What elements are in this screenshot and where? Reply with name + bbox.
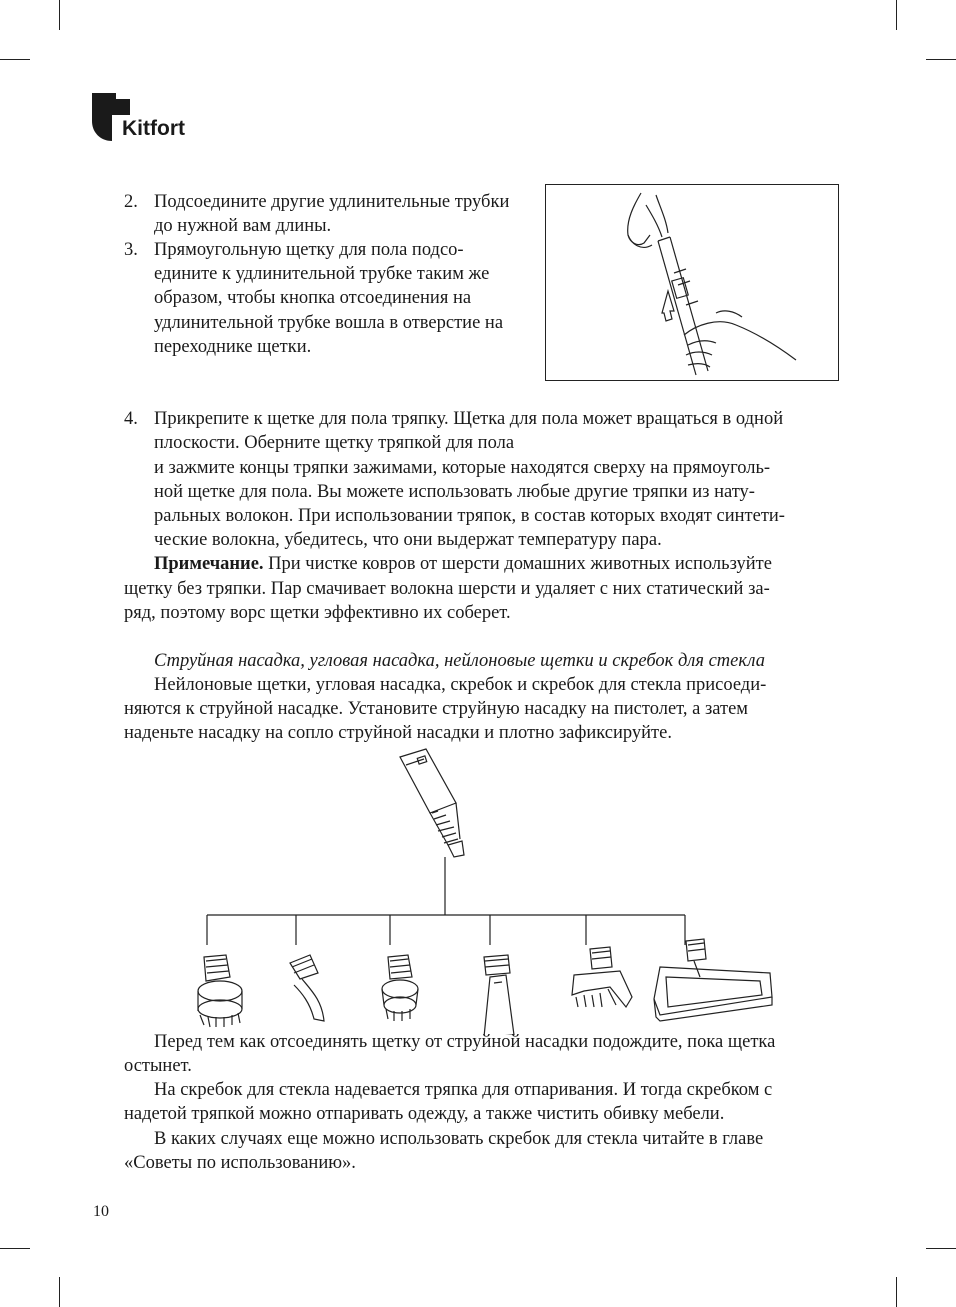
section-heading: Струйная насадка, угловая насадка, нейлоновые щетки и скребок для стекла bbox=[154, 651, 765, 671]
step-text-line: переходнике щетки. bbox=[154, 337, 312, 357]
note-text: При чистке ковров от шерсти домашних животных используйте bbox=[263, 554, 772, 574]
flat-nylon-brush-icon bbox=[572, 947, 632, 1007]
note-first-line bbox=[154, 552, 772, 576]
page-number: 10 bbox=[93, 1203, 109, 1220]
paragraph-line: В каких случаях еще можно использовать скребок для стекла читайте в главе bbox=[154, 1129, 764, 1149]
jet-nozzle-icon bbox=[400, 749, 464, 857]
crop-mark bbox=[59, 0, 60, 30]
paragraph-line: надетой тряпкой можно отпаривать одежду, а также чистить обивку мебели. bbox=[124, 1104, 725, 1124]
paragraph-line: На скребок для стекла надевается тряпка для отпаривания. И тогда скребком с bbox=[154, 1080, 773, 1100]
step-text-line: образом, чтобы кнопка отсоединения на bbox=[154, 288, 472, 308]
step-text-line: и зажмите концы тряпки зажимами, которые находятся сверху на прямоуголь- bbox=[154, 458, 771, 478]
step-number: 4. bbox=[124, 409, 138, 429]
step-text-line: Прямоугольную щетку для пола подсо- bbox=[154, 240, 464, 260]
brand-logo bbox=[92, 93, 212, 145]
section-text-line: няются к струйной насадке. Установите струйную насадку на пистолет, а затем bbox=[124, 699, 748, 719]
floor-brush-icon bbox=[654, 939, 772, 1021]
tube-attach-illustration bbox=[545, 184, 839, 381]
step-text-line: ральных волокон. При использовании тряпок, в состав которых входят синтети- bbox=[154, 506, 785, 526]
step-text-line: Подсоедините другие удлинительные трубки bbox=[154, 192, 510, 212]
paragraph-line: Перед тем как отсоединять щетку от струйной насадки подождите, пока щетка bbox=[154, 1032, 776, 1052]
step-text-line: Прикрепите к щетке для пола тряпку. Щетка для пола может вращаться в одной bbox=[154, 409, 784, 429]
step-text-line: удлинительной трубке вошла в отверстие на bbox=[154, 313, 504, 333]
crop-mark bbox=[59, 1277, 60, 1307]
step-text-line: едините к удлинительной трубке таким же bbox=[154, 264, 490, 284]
crop-mark bbox=[0, 1248, 30, 1249]
hands-tube-icon bbox=[546, 185, 837, 379]
small-nylon-brush-icon bbox=[382, 955, 418, 1021]
glass-scraper-icon bbox=[484, 955, 514, 1035]
step-text-line: ной щетке для пола. Вы можете использовать любые другие тряпки из нату- bbox=[154, 482, 755, 502]
brand-name: Kitfort bbox=[122, 117, 185, 140]
crop-mark bbox=[926, 59, 956, 60]
attachments-illustration bbox=[180, 745, 800, 1035]
crop-mark bbox=[926, 1248, 956, 1249]
crop-mark bbox=[0, 59, 30, 60]
step-text-line: до нужной вам длины. bbox=[154, 216, 332, 236]
angled-nozzle-icon bbox=[290, 955, 324, 1021]
step-text-line: плоскости. Оберните щетку тряпкой для пола bbox=[154, 433, 515, 453]
step-number: 2. bbox=[124, 192, 138, 212]
note-text-line: щетку без тряпки. Пар смачивает волокна шерсти и удаляет с них статический за- bbox=[124, 579, 770, 599]
section-text-line: наденьте насадку на сопло струйной насадки и плотно зафиксируйте. bbox=[124, 723, 672, 743]
step-text-line: ческие волокна, убедитесь, что они выдержат температуру пара. bbox=[154, 530, 662, 550]
paragraph-line: остынет. bbox=[124, 1056, 192, 1076]
crop-mark bbox=[896, 1277, 897, 1307]
section-text-line: Нейлоновые щетки, угловая насадка, скребок и скребок для стекла присоеди- bbox=[154, 675, 767, 695]
round-nylon-brush-icon bbox=[198, 955, 242, 1027]
note-label: Примечание. bbox=[154, 554, 264, 574]
crop-mark bbox=[896, 0, 897, 30]
note-text-line: ряд, поэтому ворс щетки эффективно их соберет. bbox=[124, 603, 511, 623]
paragraph-line: «Советы по использованию». bbox=[124, 1153, 356, 1173]
step-number: 3. bbox=[124, 240, 138, 260]
